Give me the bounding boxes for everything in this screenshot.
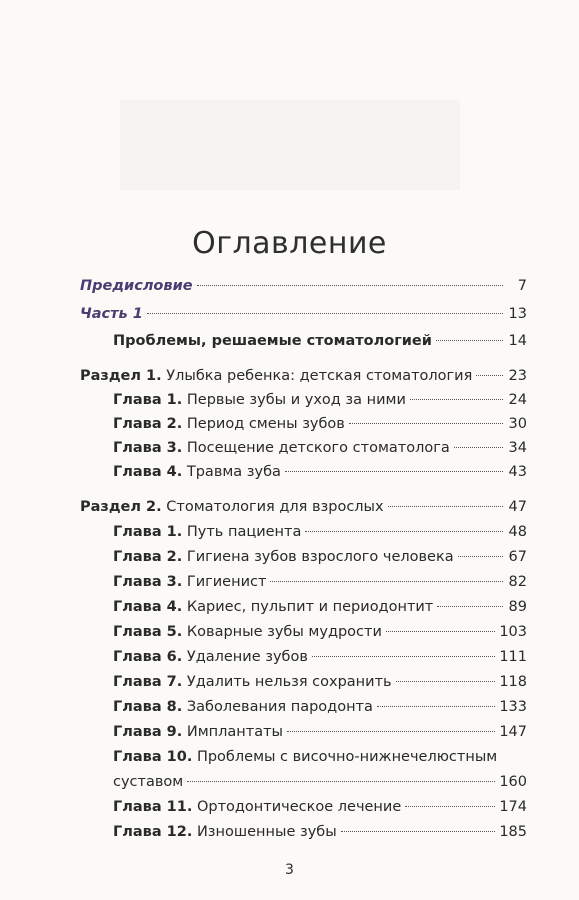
dot-leader: [396, 681, 496, 682]
toc-page: 43: [508, 464, 527, 480]
page-number: 3: [285, 862, 294, 878]
toc-prefix: Раздел 1.: [80, 368, 162, 384]
dot-leader: [197, 285, 503, 286]
toc-entry-preface[interactable]: [80, 276, 527, 296]
dot-leader: [436, 340, 503, 341]
toc-page: 118: [499, 674, 527, 690]
toc-entry-s1c2[interactable]: [113, 414, 527, 434]
toc-label: Гигиена зубов взрослого человека: [186, 549, 454, 565]
toc-entry-s1c3[interactable]: [113, 438, 527, 458]
dot-leader: [386, 631, 495, 632]
toc-label: Имплантаты: [186, 724, 284, 740]
dot-leader: [187, 781, 495, 782]
toc-prefix: Глава 2.: [113, 549, 183, 565]
toc-prefix: Глава 4.: [113, 599, 183, 615]
toc-page: 48: [508, 524, 527, 540]
toc-page: 82: [508, 574, 527, 590]
dot-leader: [341, 831, 496, 832]
toc-label: Изношенные зубы: [196, 824, 337, 840]
toc-page: 160: [499, 774, 527, 790]
toc-page: 185: [499, 824, 527, 840]
toc-entry-s2c2[interactable]: [113, 547, 527, 567]
toc-entry-section1[interactable]: [80, 366, 527, 386]
toc-entry-s2c6[interactable]: [113, 647, 527, 667]
toc-label: Заболевания пародонта: [186, 699, 373, 715]
toc-prefix: Глава 5.: [113, 624, 183, 640]
toc-prefix: Глава 2.: [113, 416, 183, 432]
dot-leader: [285, 471, 503, 472]
toc-prefix: Глава 11.: [113, 799, 193, 815]
toc-page: 67: [508, 549, 527, 565]
toc-entry-s2c7[interactable]: [113, 672, 527, 692]
toc-entry-s2c3[interactable]: [113, 572, 527, 592]
dot-leader: [437, 606, 503, 607]
dot-leader: [405, 806, 495, 807]
toc-label: Предисловие: [80, 278, 193, 294]
toc-entry-s2c10-line1[interactable]: [113, 747, 497, 767]
toc-prefix: Глава 1.: [113, 392, 183, 408]
toc-page: 111: [499, 649, 527, 665]
toc-label: Удалить нельзя сохранить: [186, 674, 392, 690]
toc-prefix: Глава 8.: [113, 699, 183, 715]
toc-label-continued: суставом: [113, 774, 184, 790]
dot-leader: [388, 506, 503, 507]
dot-leader: [410, 399, 503, 400]
dot-leader: [454, 447, 503, 448]
toc-page: 23: [508, 368, 527, 384]
dot-leader: [377, 706, 495, 707]
toc-page: 13: [508, 306, 527, 322]
toc-entry-s2c8[interactable]: [113, 697, 527, 717]
dot-leader: [349, 423, 503, 424]
toc-label: Первые зубы и уход за ними: [186, 392, 406, 408]
toc-page: 14: [508, 333, 527, 349]
toc-entry-s1c4[interactable]: [113, 462, 527, 482]
dot-leader: [312, 656, 495, 657]
toc-entry-s2c4[interactable]: [113, 597, 527, 617]
toc-entry-s1c1[interactable]: [113, 390, 527, 410]
toc-prefix: Раздел 2.: [80, 499, 162, 515]
toc-label: Кариес, пульпит и периодонтит: [186, 599, 434, 615]
page-title: Оглавление: [192, 226, 387, 261]
toc-page: 174: [499, 799, 527, 815]
toc-page: 103: [499, 624, 527, 640]
toc-page: 89: [508, 599, 527, 615]
toc-page: 34: [508, 440, 527, 456]
toc-page: 7: [517, 278, 527, 294]
toc-page: 133: [499, 699, 527, 715]
toc-label: Проблемы с височно-нижнечелюстным: [196, 749, 498, 765]
toc-page: 24: [508, 392, 527, 408]
toc-prefix: Глава 4.: [113, 464, 183, 480]
toc-entry-s2c10-line2[interactable]: [113, 772, 527, 792]
toc-label: Посещение детского стоматолога: [186, 440, 450, 456]
toc-label: Травма зуба: [186, 464, 281, 480]
toc-entry-s2c5[interactable]: [113, 622, 527, 642]
toc-entry-s2c12[interactable]: [113, 822, 527, 842]
toc-prefix: Глава 7.: [113, 674, 183, 690]
dot-leader: [147, 313, 503, 314]
toc-prefix: Глава 3.: [113, 574, 183, 590]
toc-prefix: Глава 12.: [113, 824, 193, 840]
toc-label: Часть 1: [80, 306, 143, 322]
toc-label: Коварные зубы мудрости: [186, 624, 382, 640]
toc-label: Гигиенист: [186, 574, 267, 590]
dot-leader: [458, 556, 503, 557]
dot-leader: [270, 581, 503, 582]
toc-label: Проблемы, решаемые стоматологией: [113, 333, 432, 349]
dot-leader: [287, 731, 495, 732]
toc-page: 30: [508, 416, 527, 432]
toc-prefix: Глава 1.: [113, 524, 183, 540]
toc-prefix: Глава 6.: [113, 649, 183, 665]
toc-entry-problems[interactable]: [113, 331, 527, 351]
toc-label: Удаление зубов: [186, 649, 308, 665]
toc-entry-s2c1[interactable]: [113, 522, 527, 542]
toc-label: Путь пациента: [186, 524, 302, 540]
toc-prefix: Глава 3.: [113, 440, 183, 456]
toc-entry-s2c11[interactable]: [113, 797, 527, 817]
toc-prefix: Глава 10.: [113, 749, 193, 765]
dot-leader: [476, 375, 503, 376]
bleed-through-shadow: [120, 100, 460, 190]
toc-entry-section2[interactable]: [80, 497, 527, 517]
toc-prefix: Глава 9.: [113, 724, 183, 740]
toc-entry-s2c9[interactable]: [113, 722, 527, 742]
toc-entry-part1[interactable]: [80, 304, 527, 324]
toc-label: Улыбка ребенка: детская стоматология: [166, 368, 473, 384]
toc-label: Период смены зубов: [186, 416, 345, 432]
toc-page: 47: [508, 499, 527, 515]
toc-label: Стоматология для взрослых: [166, 499, 384, 515]
dot-leader: [305, 531, 503, 532]
toc-page: 147: [499, 724, 527, 740]
toc-label: Ортодонтическое лечение: [196, 799, 402, 815]
